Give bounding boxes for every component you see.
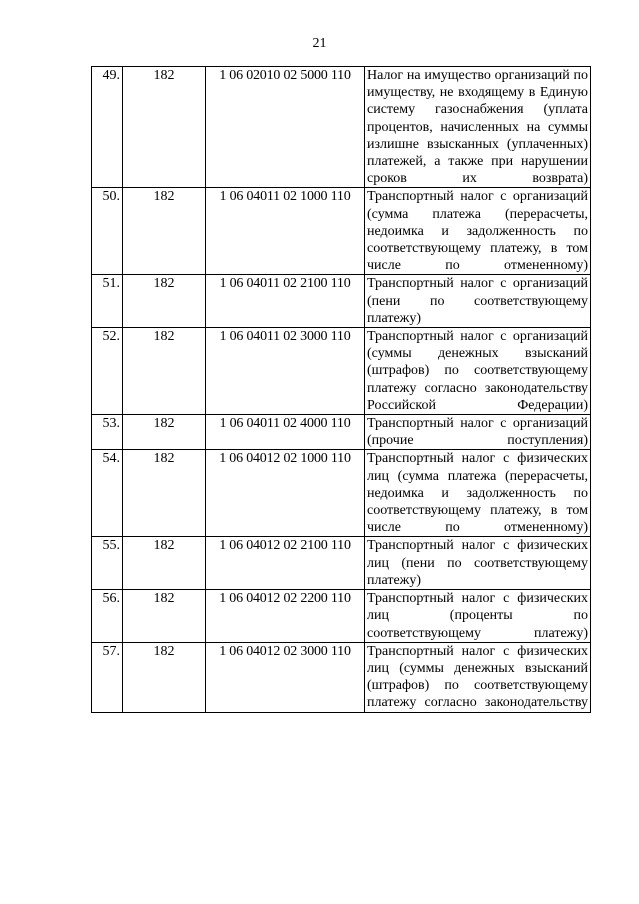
administrator-code: 182 [123,642,206,712]
revenue-description: Транспортный налог с организаций (пени по соответствующему платежу) [365,275,591,328]
budget-classification-code: 1 06 04011 02 2100 110 [206,275,365,328]
table-row [92,67,591,188]
page-number: 21 [312,36,327,51]
revenue-description: Транспортный налог с физических лиц (суммы денежных взысканий (штрафов) по соответствующему платежу согласно законодательству [365,642,591,712]
row-number: 57. [92,642,123,712]
administrator-code: 182 [123,275,206,328]
table-row [92,275,591,328]
row-number: 52. [92,328,123,415]
administrator-code: 182 [123,67,206,188]
administrator-code: 182 [123,450,206,537]
table-row [92,642,591,712]
budget-classification-code: 1 06 04011 02 1000 110 [206,188,365,275]
budget-classification-code: 1 06 04012 02 1000 110 [206,450,365,537]
budget-classification-code: 1 06 04012 02 2200 110 [206,590,365,643]
table-row [92,328,591,415]
revenue-description: Транспортный налог с организаций (прочие поступления) [365,415,591,450]
table-row [92,188,591,275]
revenue-description: Транспортный налог с физических лиц (сумма платежа (перерасчеты, недоимка и задолженность по соответствующему платежу, в том числе по отмененному) [365,450,591,537]
revenue-description: Транспортный налог с физических лиц (пени по соответствующему платежу) [365,537,591,590]
row-number: 56. [92,590,123,643]
budget-classification-code: 1 06 02010 02 5000 110 [206,67,365,188]
row-number: 55. [92,537,123,590]
row-number: 54. [92,450,123,537]
row-number: 50. [92,188,123,275]
revenue-description: Транспортный налог с физических лиц (проценты по соответствующему платежу) [365,590,591,643]
budget-classification-code: 1 06 04012 02 2100 110 [206,537,365,590]
administrator-code: 182 [123,537,206,590]
budget-classification-code: 1 06 04011 02 3000 110 [206,328,365,415]
revenue-description: Налог на имущество организаций по имуществу, не входящему в Единую систему газоснабжения (уплата процентов, начисленных на суммы излишне взысканных (уплаченных) платежей, а также при нарушении сроков их возврата) [365,67,591,188]
table-row [92,537,591,590]
row-number: 53. [92,415,123,450]
budget-codes-table [91,66,591,713]
budget-classification-code: 1 06 04012 02 3000 110 [206,642,365,712]
administrator-code: 182 [123,188,206,275]
administrator-code: 182 [123,328,206,415]
administrator-code: 182 [123,415,206,450]
revenue-description: Транспортный налог с организаций (суммы денежных взысканий (штрафов) по соответствующему платежу согласно законодательству Российской Федерации) [365,328,591,415]
row-number: 49. [92,67,123,188]
table-row [92,450,591,537]
budget-classification-code: 1 06 04011 02 4000 110 [206,415,365,450]
table-row [92,590,591,643]
revenue-description: Транспортный налог с организаций (сумма платежа (перерасчеты, недоимка и задолженность по соответствующему платежу, в том числе по отмененному) [365,188,591,275]
administrator-code: 182 [123,590,206,643]
table-row [92,415,591,450]
row-number: 51. [92,275,123,328]
